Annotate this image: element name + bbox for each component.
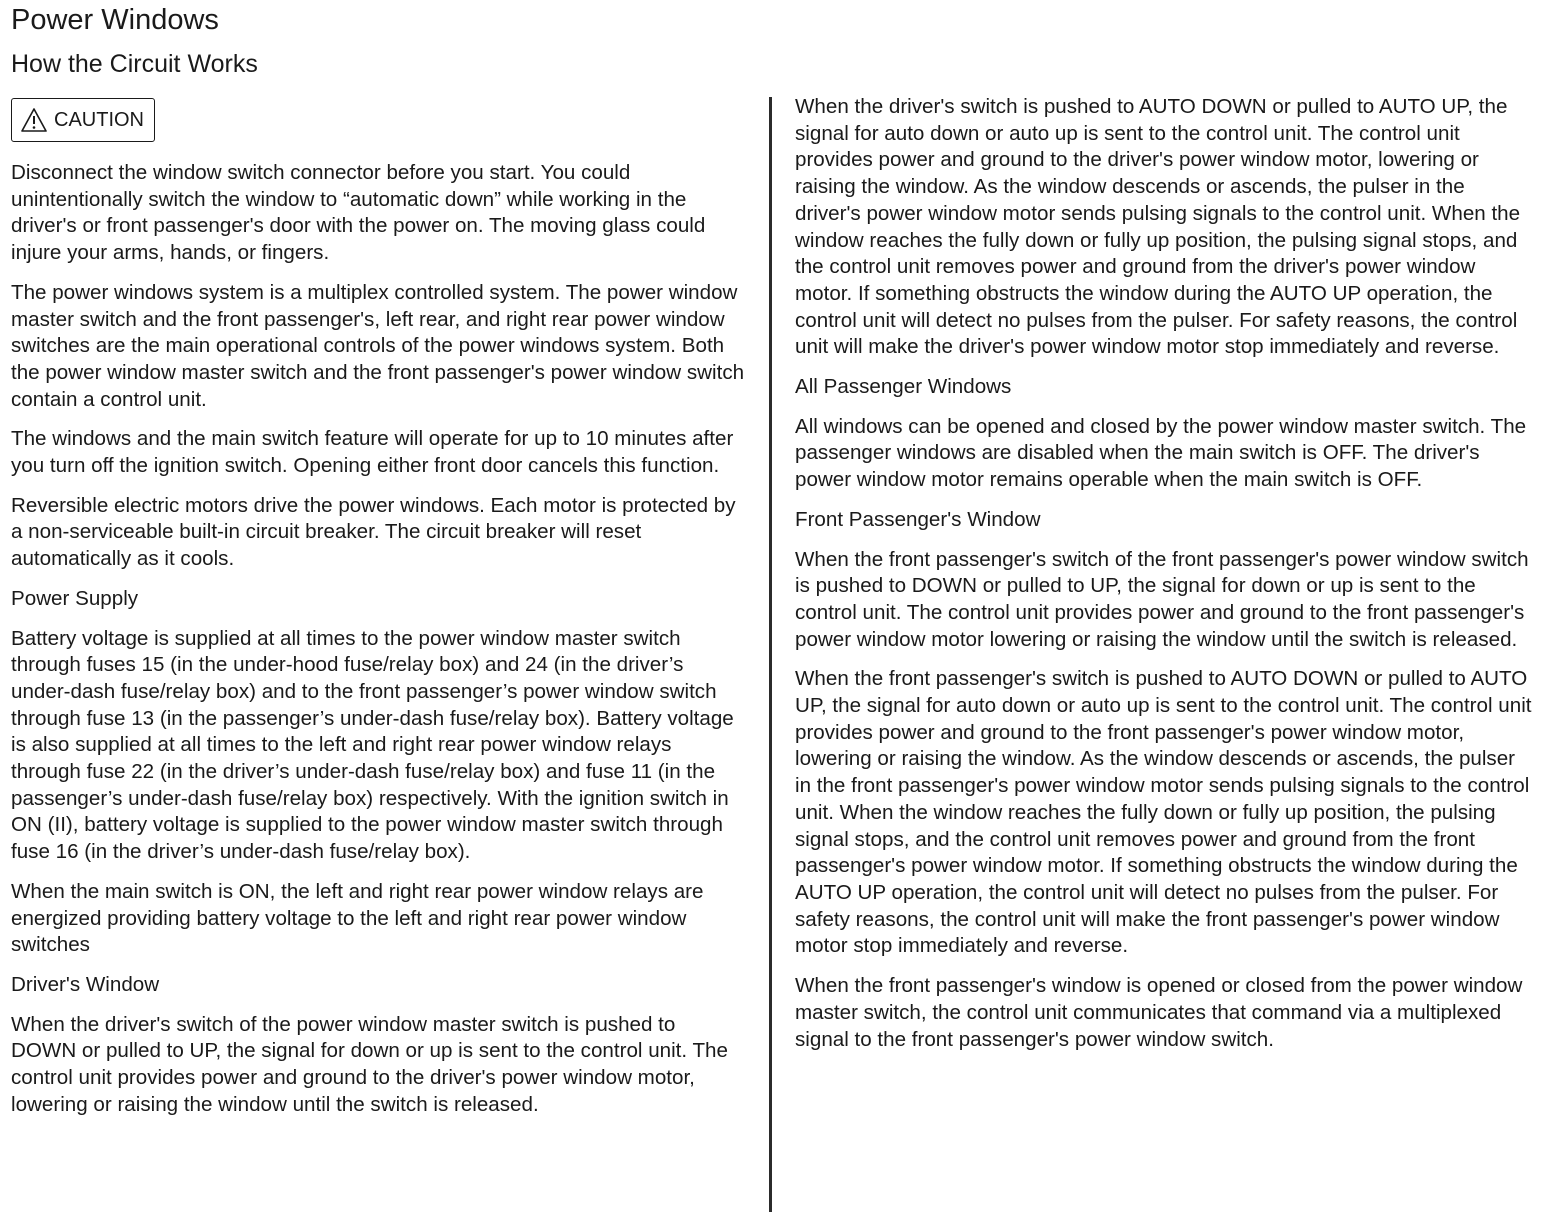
- page-subtitle: How the Circuit Works: [11, 50, 258, 78]
- left-column: [11, 94, 746, 1132]
- heading-power-supply: Power Supply: [11, 586, 139, 610]
- paragraph-front-passenger-switch: When the front passenger's switch of the front passenger's power window switch is pushed to DOWN or pulled to UP, the signal for down or up is sent to the control unit. The control unit provides power and ground to the front passenger's power window motor lowering or raising the window until the switch is released.: [795, 547, 1529, 651]
- page-title: Power Windows: [11, 4, 219, 36]
- caution-label: CAUTION: [54, 108, 144, 131]
- paragraph-front-passenger-auto: When the front passenger's switch is pushed to AUTO DOWN or pulled to AUTO UP, the signal for auto down or auto up is sent to the control unit. The control unit provides power and ground to the front passenger's power window motor, lowering or raising the window. As the window descends or ascends, the pulser in the front passenger's power window motor sends pulsing signals to the control unit. When the window reaches the fully down or fully up position, the pulsing signal stops, and the control unit removes power and ground from the front passenger's power window motor. If something obstructs the window during the AUTO UP operation, the control unit will detect no pulses from the pulser. For safety reasons, the control unit will make the front passenger's power window motor stop immediately and reverse.: [795, 667, 1532, 958]
- paragraph-drivers-switch: When the driver's switch of the power window master switch is pushed to DOWN or pulled to UP, the signal for down or up is sent to the control unit. The control unit provides power and ground to the driver's power window motor, lowering or raising the window until the switch is released.: [11, 1012, 728, 1116]
- paragraph-motors: Reversible electric motors drive the power windows. Each motor is protected by a non-serviceable built-in circuit breaker. The circuit breaker will reset automatically as it cools.: [11, 493, 736, 571]
- paragraph-front-passenger-master: When the front passenger's window is opened or closed from the power window master switch, the control unit communicates that command via a multiplexed signal to the front passenger's power window switch.: [795, 974, 1523, 1051]
- caution-box: [11, 98, 155, 142]
- paragraph-drivers-auto: When the driver's switch is pushed to AUTO DOWN or pulled to AUTO UP, the signal for auto down or auto up is sent to the control unit. The control unit provides power and ground to the driver's power window motor, lowering or raising the window. As the window descends or ascends, the pulser in the driver's power window motor sends pulsing signals to the control unit. When the window reaches the fully down or fully up position, the pulsing signal stops, and the control unit removes power and ground from the driver's power window motor. If something obstructs the window during the AUTO UP operation, the control unit will detect no pulses from the pulser. For safety reasons, the control unit will make the driver's power window motor stop immediately and reverse.: [795, 95, 1521, 359]
- caution-text: Disconnect the window switch connector before you start. You could unintentionally switch the window to “automatic down” while working in the driver's or front passenger's door with the power on. The moving glass could injure your arms, hands, or fingers.: [11, 161, 706, 265]
- paragraph-multiplex-system: The power windows system is a multiplex controlled system. The power window master switch and the front passenger's, left rear, and right rear power window switches are the main operational controls of the power windows system. Both the power window master switch and the front passenger's power window switch contain a control unit.: [11, 280, 745, 411]
- paragraph-battery-voltage: Battery voltage is supplied at all times to the power window master switch through fuses 15 (in the under-hood fuse/relay box) and 24 (in the driver’s under-dash fuse/relay box) and to the front passenger’s power window switch through fuse 13 (in the passenger’s under-dash fuse/relay box). Battery voltage is also supplied at all times to the left and right rear power window relays through fuse 22 (in the driver’s under-dash fuse/relay box) and fuse 11 (in the passenger’s under-dash fuse/relay box) respectively. With the ignition switch in ON (II), battery voltage is supplied to the power window master switch through fuse 16 (in the driver’s under-dash fuse/relay box).: [11, 626, 734, 864]
- paragraph-all-windows: All windows can be opened and closed by the power window master switch. The passenger windows are disabled when the main switch is OFF. The driver's power window motor remains operable when the main switch is OFF.: [795, 414, 1527, 492]
- column-divider: [769, 97, 772, 1212]
- heading-drivers-window: Driver's Window: [11, 972, 160, 996]
- paragraph-main-switch: When the main switch is ON, the left and right rear power window relays are energized providing battery voltage to the left and right rear power window switches: [11, 879, 704, 957]
- warning-triangle-icon: [20, 107, 48, 133]
- right-column: [795, 94, 1535, 1066]
- paragraph-timer-feature: The windows and the main switch feature will operate for up to 10 minutes after you turn off the ignition switch. Opening either front door cancels this function.: [11, 427, 734, 478]
- heading-all-passenger-windows: All Passenger Windows: [795, 375, 1012, 399]
- heading-front-passenger-window: Front Passenger's Window: [795, 507, 1041, 531]
